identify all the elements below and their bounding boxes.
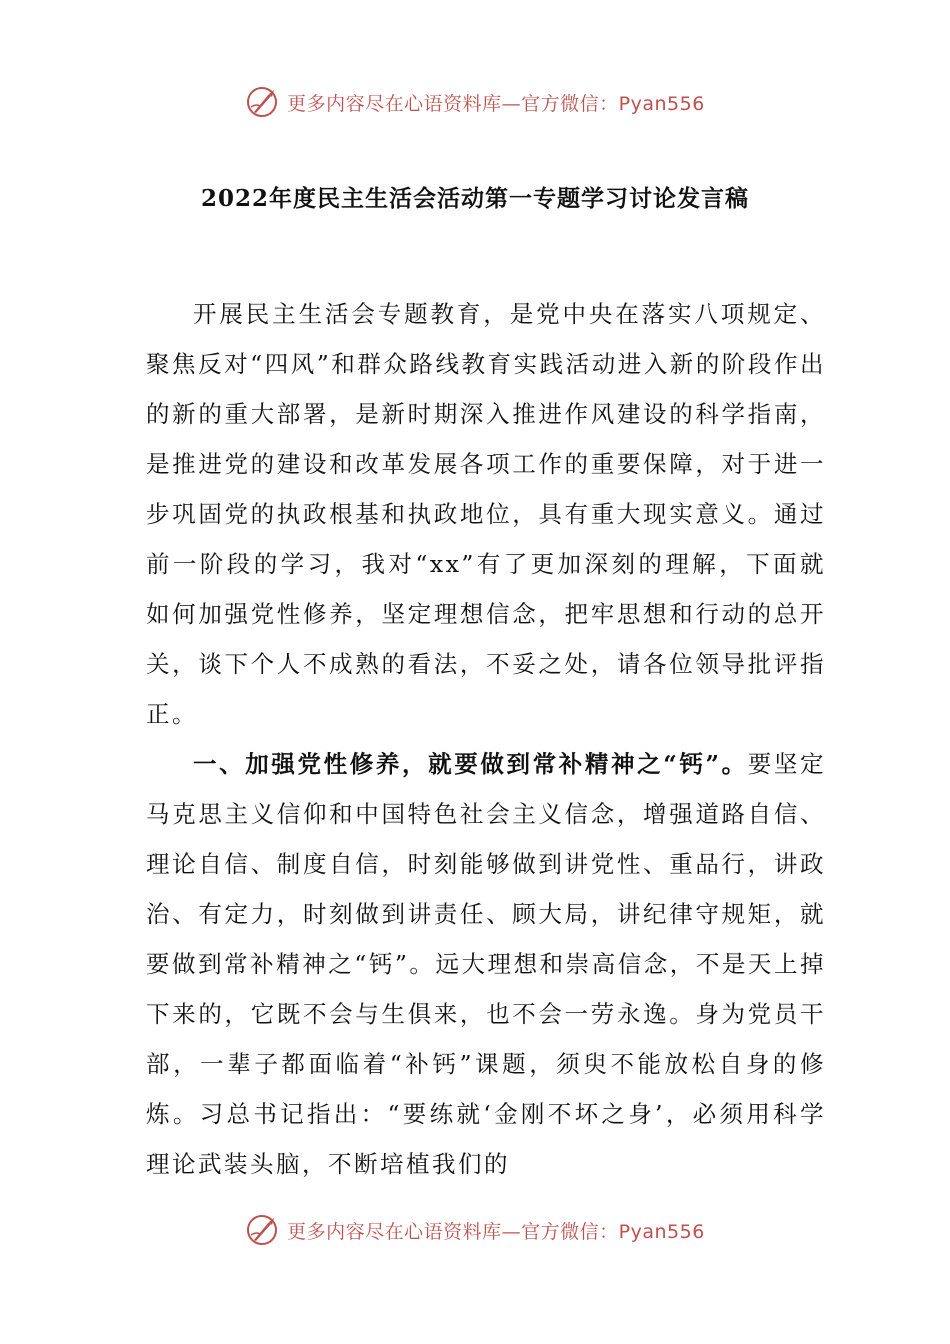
footer-banner-text xyxy=(287,1217,705,1244)
paragraph-intro-text: 开展民主生活会专题教育，是党中央在落实八项规定、聚焦反对“四风”和群众路线教育实践活动进入新的阶段作出的新的重大部署，是新时期深入推进作风建设的科学指南，是推进党的建设和改革发展各项工作的重要保障，对于进一步巩固党的执政根基和执政地位，具有重大现实意义。通过前一阶段的学习，我对“xx”有了更加深刻的理解，下面就如何加强党性修养，坚定理想信念，把牢思想和行动的总开关，谈下个人不成熟的看法，不妥之处，请各位领导批评指正。 xyxy=(146,300,826,728)
footer-watermark-banner xyxy=(0,1210,950,1250)
paragraph-intro xyxy=(146,289,826,739)
header-watermark-banner xyxy=(0,82,950,122)
section-one-text: 要坚定马克思主义信仰和中国特色社会主义信念，增强道路自信、理论自信、制度自信，时刻能够做到讲党性、重品行，讲政治、有定力，时刻做到讲责任、顾大局，讲纪律守规矩，就要做到常补精神之“钙”。远大理想和崇高信念，不是天上掉下来的，它既不会与生俱来，也不会一劳永逸。身为党员干部，一辈子都面临着“补钙”课题，须臾不能放松自身的修炼。习总书记指出：“要练就‘金刚不坏之身’，必须用科学理论武装头脑，不断培植我们的 xyxy=(146,750,826,1178)
header-banner-wechat: Pyan556 xyxy=(618,92,705,115)
header-banner-text xyxy=(287,89,705,116)
quill-pen-circle-icon xyxy=(245,1213,279,1247)
quill-pen-circle-icon xyxy=(245,85,279,119)
document-body xyxy=(146,289,826,1189)
footer-banner-message: 更多内容尽在心语资料库—官方微信： xyxy=(287,1220,619,1243)
paragraph-section-one xyxy=(146,739,826,1189)
footer-banner-wechat: Pyan556 xyxy=(618,1220,705,1243)
section-one-heading: 一、加强党性修养，就要做到常补精神之“钙”。 xyxy=(193,750,748,778)
header-banner-message: 更多内容尽在心语资料库—官方微信： xyxy=(287,92,619,115)
document-title: 2022年度民主生活会活动第一专题学习讨论发言稿 xyxy=(200,185,749,212)
